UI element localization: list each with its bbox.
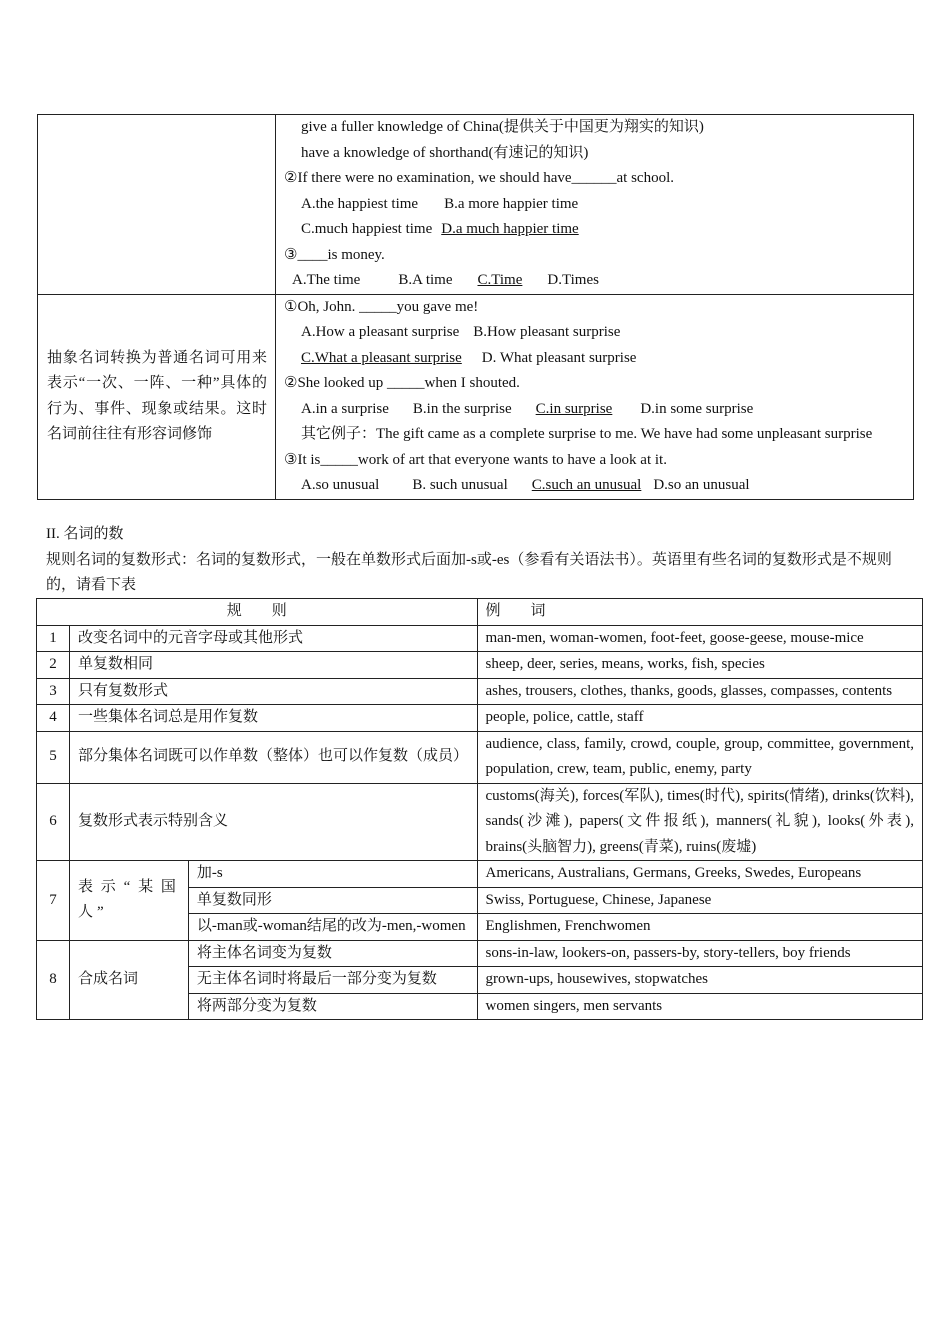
- rule-cell: [38, 115, 276, 295]
- example-line: give a fuller knowledge of China(提供关于中国更为翔实的知识): [301, 119, 704, 135]
- example-cell: [276, 115, 914, 295]
- other-examples: 其它例子：The gift came as a complete surprise to me. We have had some unpleasant surprise: [301, 426, 873, 442]
- question-2: ②She looked up _____when I shouted.: [284, 375, 520, 391]
- table-row: 4 一些集体名词总是用作复数 people, police, cattle, staff: [37, 705, 923, 732]
- question-2: ②If there were no examination, we should have______at school.: [284, 170, 675, 186]
- question-options: A.the happiest time B.a more happier time: [301, 195, 579, 212]
- answer: C.such an unusual: [531, 477, 642, 493]
- question-options: A.in a surprise B.in the surprise C.in surprise D.in some surprise: [301, 400, 754, 417]
- question-3: ③____is money.: [284, 246, 385, 263]
- table-row: 单复数同形 Swiss, Portuguese, Chinese, Japanese: [37, 887, 923, 914]
- question-3: ③It is_____work of art that everyone wants to have a look at it.: [284, 451, 667, 468]
- usage-table: [37, 114, 914, 500]
- header-example: 例 词: [477, 599, 922, 626]
- table-row: 将两部分变为复数 women singers, men servants: [37, 993, 923, 1020]
- table-row: 以-man或-woman结尾的改为-men,-women Englishmen, Frenchwomen: [37, 914, 923, 941]
- table-row: 8 合成名词 将主体名词变为复数 sons-in-law, lookers-on, passers-by, story-tellers, boy friends: [37, 940, 923, 967]
- header-rule: 规 则: [37, 599, 478, 626]
- table-row: 5 部分集体名词既可以作单数（整体）也可以作复数（成员） audience, class, family, crowd, couple, group, committee, government, population, crew, team, public, enemy, party: [37, 731, 923, 783]
- table-row: 7 表示“某国人” 加-s Americans, Australians, Germans, Greeks, Swedes, Europeans: [37, 861, 923, 888]
- table-row: 2 单复数相同 sheep, deer, series, means, works, fish, species: [37, 652, 923, 679]
- table-header-row: [37, 599, 923, 626]
- answer: D.a much happier time: [441, 221, 579, 237]
- table-row: [38, 115, 914, 295]
- table-row: 无主体名词时将最后一部分变为复数 grown-ups, housewives, stopwatches: [37, 967, 923, 994]
- answer: C.What a pleasant surprise: [301, 349, 462, 366]
- question-options: A.The time B.A time C.Time D.Times: [292, 272, 599, 288]
- question-options: A.How a pleasant surprise B.How pleasant surprise: [301, 324, 621, 340]
- example-line: have a knowledge of shorthand(有速记的知识): [301, 144, 589, 161]
- question-options: A.so unusual B. such unusual C.such an unusual D.so an unusual: [301, 477, 750, 493]
- table-row: 3 只有复数形式 ashes, trousers, clothes, thanks, goods, glasses, compasses, contents: [37, 678, 923, 705]
- example-cell: [276, 294, 914, 499]
- question-options: C.What a pleasant surprise D. What pleasant surprise: [301, 349, 637, 366]
- section-heading: II. 名词的数: [46, 526, 124, 542]
- question-options: C.much happiest time D.a much happier time: [301, 221, 579, 237]
- section-paragraph: 规则名词的复数形式：名词的复数形式，一般在单数形式后面加-s或-es（参看有关语法书）。英语里有些名词的复数形式是不规则的，请看下表: [46, 551, 892, 593]
- table-row: 1 改变名词中的元音字母或其他形式 man-men, woman-women, foot-feet, goose-geese, mouse-mice: [37, 625, 923, 652]
- question-1: ①Oh, John. _____you gave me!: [284, 298, 479, 315]
- table-row: 6 复数形式表示特别含义 customs(海关), forces(军队), times(时代), spirits(情绪), drinks(饮料), sands(沙滩), papers(文件报纸), manners(礼貌), looks(外表), brains(头脑智力), greens(青菜), ruins(废墟): [37, 783, 923, 861]
- plural-rules-table: [36, 598, 923, 1020]
- table-row: [38, 294, 914, 499]
- rule-cell: 抽象名词转换为普通名词可用来表示“一次、一阵、一种”具体的行为、事件、现象或结果。这时名词前往往有形容词修饰: [38, 294, 276, 499]
- answer: C.Time: [477, 272, 523, 288]
- answer: C.in surprise: [535, 400, 613, 417]
- section-intro: [46, 522, 912, 599]
